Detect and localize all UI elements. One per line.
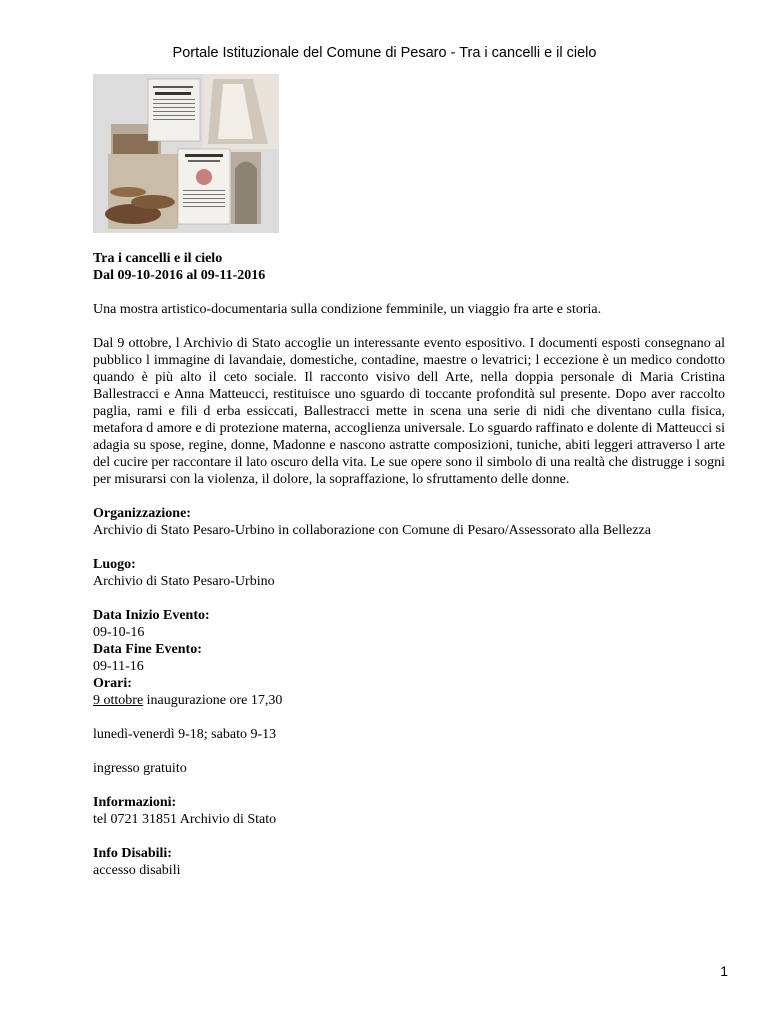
data-fine-value: 09-11-16: [93, 659, 144, 674]
event-title: Tra i cancelli e il cielo: [93, 251, 223, 266]
luogo-value: Archivio di Stato Pesaro-Urbino: [93, 574, 275, 589]
data-fine-label: Data Fine Evento:: [93, 642, 202, 657]
info-disabili-value: accesso disabili: [93, 863, 181, 878]
luogo-label: Luogo:: [93, 557, 136, 572]
orari-inaugurazione-text: inaugurazione ore 17,30: [143, 693, 283, 708]
data-inizio-value: 09-10-16: [93, 625, 145, 640]
event-subtitle: Una mostra artistico-documentaria sulla condizione femminile, un viaggio fra arte e storia.: [93, 302, 602, 317]
event-dates: Dal 09-10-2016 al 09-11-2016: [93, 268, 266, 283]
info-disabili-label: Info Disabili:: [93, 846, 172, 861]
event-image: [93, 74, 279, 233]
informazioni-value: tel 0721 31851 Archivio di Stato: [93, 812, 277, 827]
page-number: 1: [720, 963, 728, 979]
orari-date-link[interactable]: 9 ottobre: [93, 693, 144, 708]
event-content: [93, 250, 725, 879]
orari-weekdays: lunedì-venerdì 9-18; sabato 9-13: [93, 727, 277, 742]
orari-inaugurazione: [93, 692, 725, 709]
data-inizio-label: Data Inizio Evento:: [93, 608, 210, 623]
organizzazione-label: Organizzazione:: [93, 506, 191, 521]
event-description: Dal 9 ottobre, l Archivio di Stato accoglie un interessante evento espositivo. I documenti esposti consegnano al pubblico l immagine di lavandaie, domestiche, contadine, maestre o levatrici; l eccezione è un medico condotto quando è più alto il ceto sociale. Il racconto visivo dell Arte, nella doppia personale di Maria Cristina Ballestracci e Anna Matteucci, restituisce uno sguardo di toccante profondità sul presente. Dopo aver raccolto paglia, rami e fili d erba essiccati, Ballestracci mette in scena una serie di nidi che diventano culla fisica, metafora d amore e di protezione materna, accoglienza universale. Lo sguardo raffinato e dolente di Matteucci si adagia su spose, regine, donne, Madonne e nascono astratte composizioni, tuniche, abiti leggeri attraverso l arte del cucire per raccontare il lato oscuro della vita. Le sue opere sono il simbolo di una realtà che distrugge i sogni per misurarsi con la violenza, il dolore, la sopraffazione, lo sfruttamento delle donne.: [93, 336, 725, 487]
organizzazione-value: Archivio di Stato Pesaro-Urbino in collaborazione con Comune di Pesaro/Assessorato alla Bellezza: [93, 523, 651, 538]
orari-ingresso: ingresso gratuito: [93, 761, 187, 776]
page-header: Portale Istituzionale del Comune di Pesaro - Tra i cancelli e il cielo: [172, 45, 597, 61]
event-collage-image: [93, 74, 279, 233]
informazioni-label: Informazioni:: [93, 795, 177, 810]
orari-label: Orari:: [93, 676, 132, 691]
